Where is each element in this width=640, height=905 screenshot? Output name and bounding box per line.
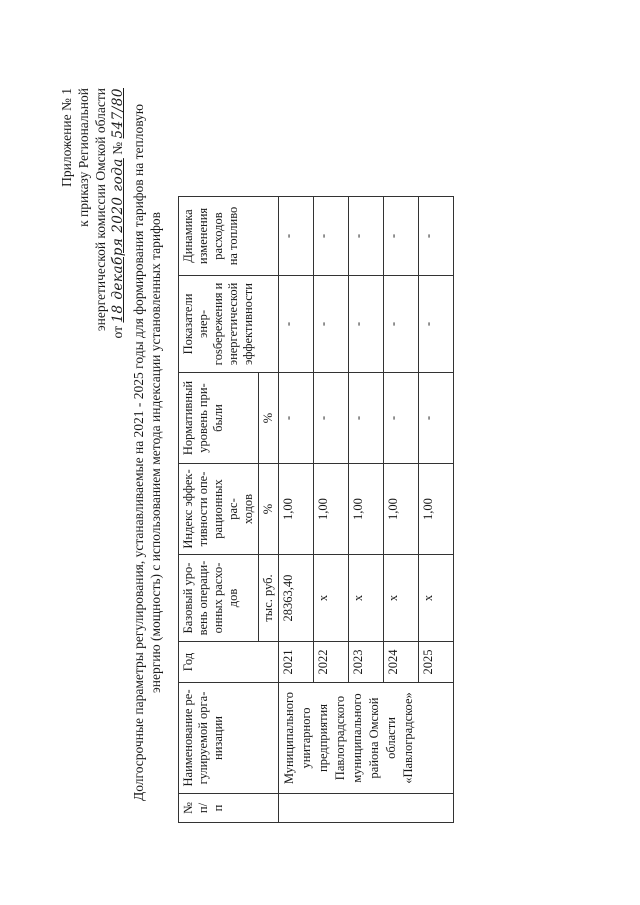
header-efficiency-index: Индекс эффек- тивности опе- рационных рас- ходов [179, 464, 259, 555]
unit-losses: % [259, 373, 279, 464]
fuel-cell: - [419, 197, 454, 276]
header-base-level: Базовый уро- вень операци- онных расхо- дов [179, 555, 259, 642]
handwritten-date: 18 декабря 2020 года [110, 158, 126, 323]
losses-cell: - [349, 373, 384, 464]
index-cell: 1,00 [349, 464, 384, 555]
index-cell: 1,00 [384, 464, 419, 555]
index-cell: 1,00 [279, 464, 314, 555]
header-year: Год [179, 642, 279, 683]
year-cell: 2023 [349, 642, 384, 683]
appendix-title: Приложение № 1 [59, 88, 74, 187]
losses-cell: - [384, 373, 419, 464]
handwritten-number: 547/80 [110, 88, 126, 139]
energy-cell: - [349, 276, 384, 373]
appendix-commission: энергетической комиссии Омской области [93, 88, 108, 332]
energy-cell: - [419, 276, 454, 373]
energy-cell: - [279, 276, 314, 373]
appendix-header [58, 88, 127, 338]
organization-name: Муниципального унитарного предприятия Павлоградского муниципального района Омской области «Павлоградское» [279, 683, 454, 794]
document-title: Долгосрочные параметры регулирования, устанавливаемые на 2021 - 2025 годы для формирования тарифов на тепловую энергию (мощность) с использованием метода индексации установленных тарифов [131, 104, 163, 802]
base-cell: x [349, 555, 384, 642]
fuel-cell: - [384, 197, 419, 276]
header-profit-level: Нормативный уровень при- были [179, 373, 259, 464]
losses-cell: - [419, 373, 454, 464]
year-cell: 2025 [419, 642, 454, 683]
appendix-order-ref: к приказу Региональной [76, 88, 91, 227]
base-cell: x [384, 555, 419, 642]
index-cell: 1,00 [314, 464, 349, 555]
header-energy-saving: Показатели энер- гosбережения и энергетической эффективности [179, 276, 279, 373]
fuel-cell: - [279, 197, 314, 276]
year-cell: 2024 [384, 642, 419, 683]
index-cell: 1,00 [419, 464, 454, 555]
row-number-cell [279, 794, 454, 823]
parameters-table [178, 196, 454, 823]
losses-cell: - [314, 373, 349, 464]
table-header-row [179, 197, 259, 823]
base-cell: 28363,40 [279, 555, 314, 642]
energy-cell: - [384, 276, 419, 373]
year-cell: 2021 [279, 642, 314, 683]
appendix-date-line: от 18 декабря 2020 года № 547/80 [110, 88, 126, 339]
header-num: № п/ п [179, 794, 279, 823]
base-cell: x [419, 555, 454, 642]
header-fuel-dynamics: Динамика изменения расходов на топливо [179, 197, 279, 276]
year-cell: 2022 [314, 642, 349, 683]
fuel-cell: - [314, 197, 349, 276]
unit-index: % [259, 464, 279, 555]
header-organization: Наименование ре- гулируемой орга- низации [179, 683, 279, 794]
table-row [279, 197, 314, 823]
fuel-cell: - [349, 197, 384, 276]
losses-cell: - [279, 373, 314, 464]
base-cell: x [314, 555, 349, 642]
energy-cell: - [314, 276, 349, 373]
unit-base: тыс. руб. [259, 555, 279, 642]
